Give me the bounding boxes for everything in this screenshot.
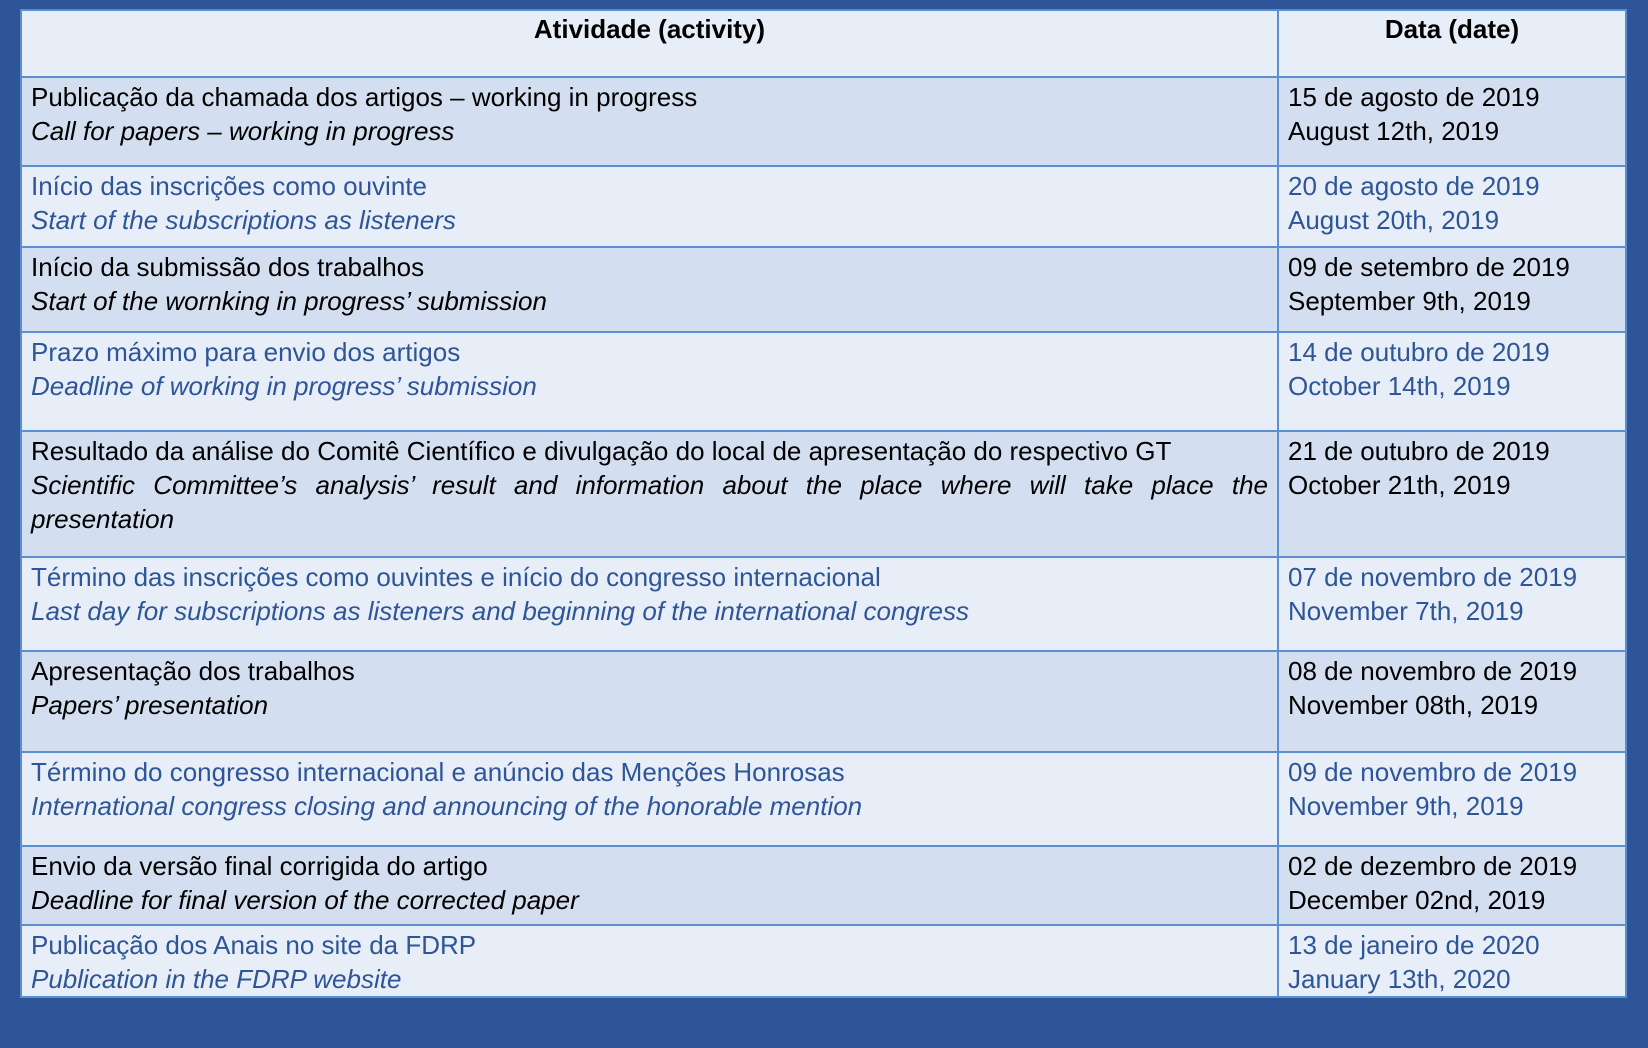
date-cell xyxy=(1278,247,1626,332)
activity-pt: Publicação dos Anais no site da FDRP xyxy=(31,930,477,960)
date-en: September 9th, 2019 xyxy=(1288,286,1531,316)
table-row xyxy=(21,752,1626,846)
date-pt: 09 de setembro de 2019 xyxy=(1288,252,1570,282)
table-row xyxy=(21,557,1626,651)
date-en: August 20th, 2019 xyxy=(1288,205,1500,235)
date-en: October 21th, 2019 xyxy=(1288,470,1511,500)
date-en: December 02nd, 2019 xyxy=(1288,885,1546,915)
table-row xyxy=(21,925,1626,997)
activity-cell xyxy=(21,752,1278,846)
table-row xyxy=(21,166,1626,247)
activity-en: Deadline of working in progress’ submission xyxy=(31,371,537,401)
activity-en: Start of the wornking in progress’ submission xyxy=(31,286,547,316)
date-column-header: Data (date) xyxy=(1278,10,1626,77)
date-en: November 7th, 2019 xyxy=(1288,596,1524,626)
activity-cell xyxy=(21,247,1278,332)
activity-pt: Resultado da análise do Comitê Científico e divulgação do local de apresentação do respectivo GT xyxy=(31,436,1172,466)
activity-cell xyxy=(21,166,1278,247)
date-pt: 08 de novembro de 2019 xyxy=(1288,656,1578,686)
activity-pt: Início das inscrições como ouvinte xyxy=(31,171,427,201)
activity-cell xyxy=(21,77,1278,166)
activity-column-header: Atividade (activity) xyxy=(21,10,1278,77)
activity-pt: Publicação da chamada dos artigos – working in progress xyxy=(31,82,698,112)
date-pt: 02 de dezembro de 2019 xyxy=(1288,851,1578,881)
date-en: January 13th, 2020 xyxy=(1288,964,1511,994)
date-pt: 13 de janeiro de 2020 xyxy=(1288,930,1540,960)
date-cell xyxy=(1278,846,1626,925)
activity-en: Scientific Committee’s analysis’ result and information about the place where will take place the presentation xyxy=(31,470,1268,534)
date-cell xyxy=(1278,925,1626,997)
table-row xyxy=(21,431,1626,557)
activity-pt: Apresentação dos trabalhos xyxy=(31,656,355,686)
date-en: October 14th, 2019 xyxy=(1288,371,1511,401)
date-cell xyxy=(1278,431,1626,557)
date-cell xyxy=(1278,651,1626,752)
schedule-table xyxy=(20,9,1627,998)
date-pt: 09 de novembro de 2019 xyxy=(1288,757,1578,787)
table-row xyxy=(21,77,1626,166)
activity-pt: Início da submissão dos trabalhos xyxy=(31,252,425,282)
activity-pt: Envio da versão final corrigida do artigo xyxy=(31,851,488,881)
table-row xyxy=(21,846,1626,925)
activity-cell xyxy=(21,332,1278,431)
table-row xyxy=(21,247,1626,332)
activity-cell xyxy=(21,431,1278,557)
activity-en: Last day for subscriptions as listeners and beginning of the international congress xyxy=(31,596,970,626)
date-cell xyxy=(1278,77,1626,166)
date-cell xyxy=(1278,332,1626,431)
activity-en: Papers’ presentation xyxy=(31,690,269,720)
table-row xyxy=(21,332,1626,431)
date-pt: 07 de novembro de 2019 xyxy=(1288,562,1578,592)
activity-en: Publication in the FDRP website xyxy=(31,964,402,994)
activity-cell xyxy=(21,651,1278,752)
table-header-row xyxy=(21,10,1626,77)
date-pt: 14 de outubro de 2019 xyxy=(1288,337,1550,367)
date-en: November 9th, 2019 xyxy=(1288,791,1524,821)
activity-pt: Término das inscrições como ouvintes e início do congresso internacional xyxy=(31,562,881,592)
date-pt: 15 de agosto de 2019 xyxy=(1288,82,1540,112)
activity-cell xyxy=(21,925,1278,997)
date-en: November 08th, 2019 xyxy=(1288,690,1539,720)
activity-cell xyxy=(21,557,1278,651)
date-cell xyxy=(1278,752,1626,846)
activity-en: Call for papers – working in progress xyxy=(31,116,455,146)
activity-pt: Prazo máximo para envio dos artigos xyxy=(31,337,461,367)
date-pt: 21 de outubro de 2019 xyxy=(1288,436,1550,466)
activity-pt: Término do congresso internacional e anúncio das Menções Honrosas xyxy=(31,757,845,787)
activity-en: Deadline for final version of the corrected paper xyxy=(31,885,579,915)
date-pt: 20 de agosto de 2019 xyxy=(1288,171,1540,201)
activity-en: Start of the subscriptions as listeners xyxy=(31,205,456,235)
activity-en: International congress closing and announcing of the honorable mention xyxy=(31,791,863,821)
table-row xyxy=(21,651,1626,752)
schedule-table-frame xyxy=(20,9,1625,1032)
activity-cell xyxy=(21,846,1278,925)
date-cell xyxy=(1278,557,1626,651)
date-en: August 12th, 2019 xyxy=(1288,116,1500,146)
date-cell xyxy=(1278,166,1626,247)
